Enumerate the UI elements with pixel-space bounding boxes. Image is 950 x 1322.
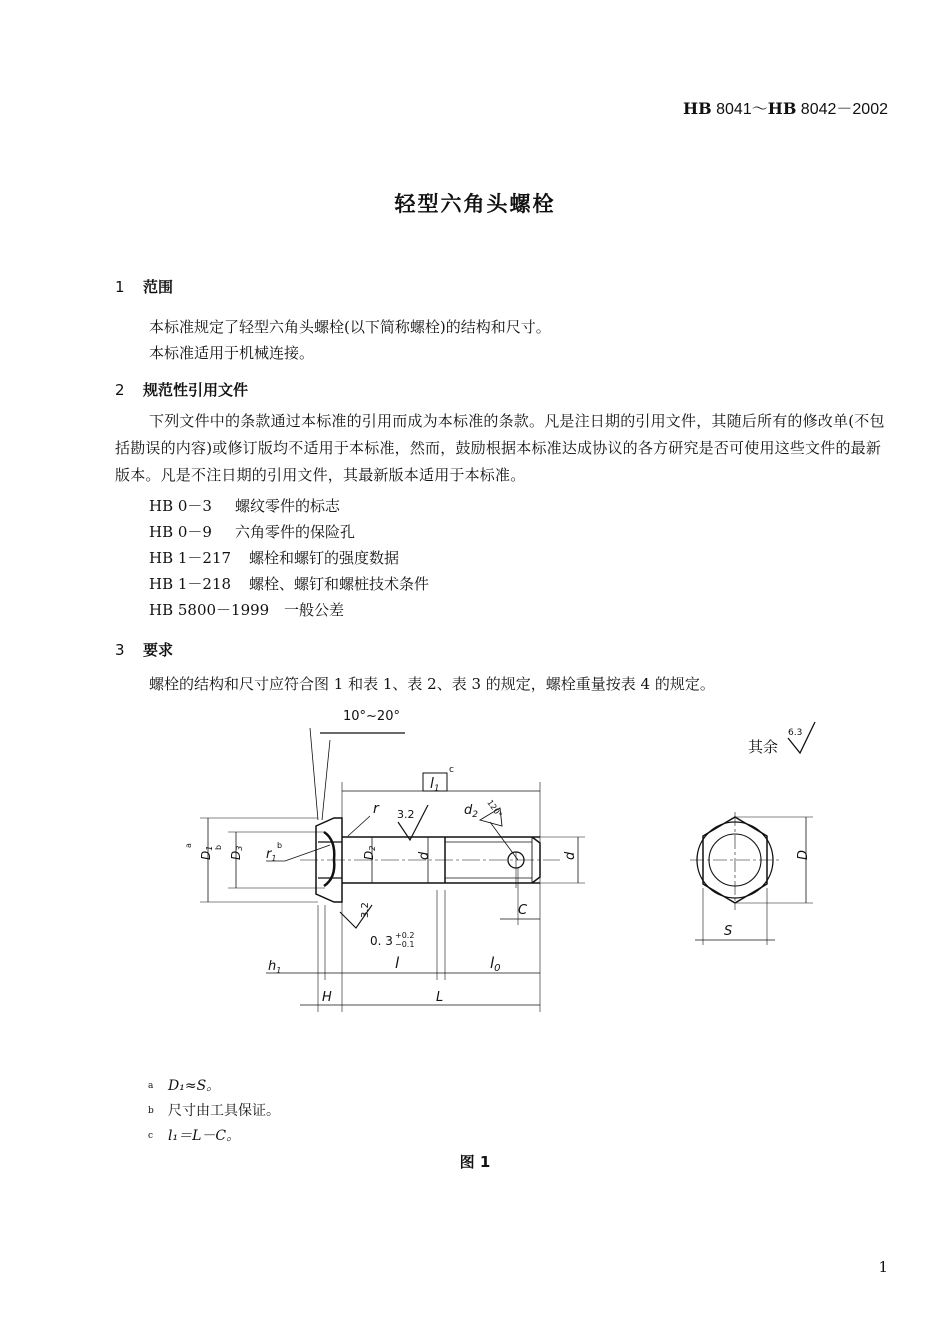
h1-label: $h_1$ [268, 959, 282, 975]
angle-line [310, 728, 318, 820]
reference-title: 螺纹零件的标志 [235, 497, 341, 515]
l-label: l [395, 954, 400, 972]
rest-roughness-value: 6.3 [788, 728, 803, 738]
section-1-title: 范围 [143, 278, 174, 296]
reference-item [149, 519, 355, 545]
reference-code: HB 1－217 [149, 549, 232, 567]
D1-note-mark: a [184, 843, 193, 848]
roughness-upper: 3.2 [397, 808, 415, 821]
rest-label: 其余 [748, 738, 779, 756]
reference-item [149, 545, 399, 571]
section-3-title: 要求 [143, 641, 174, 659]
norm-ref-paragraph: 下列文件中的条款通过本标准的引用而成为本标准的条款。凡是注日期的引用文件，其随后所有的修改单(不包括勘误的内容)或修订版均不适用于本标准，然而，鼓励根据本标准达成协议的各方研究是否可使用这些文件的最新版本。凡是不注日期的引用文件，其最新版本适用于本标准。 [115, 412, 885, 484]
r-leader [348, 816, 370, 836]
header-code-a: HB [683, 99, 712, 118]
reference-item [149, 571, 429, 597]
angle-label: 10°~20° [343, 709, 400, 724]
reference-item [149, 493, 340, 519]
document-title: 轻型六角头螺栓 [394, 192, 556, 216]
l0-label: $l_0$ [490, 954, 501, 974]
D3-note-mark: b [214, 844, 223, 850]
reference-title: 六角零件的保险孔 [235, 523, 356, 541]
d2-label: $d_2$ [464, 803, 478, 820]
scope-line-2: 本标准适用于机械连接。 [149, 344, 315, 362]
r1-leader [285, 845, 330, 861]
reference-code: HB 0－3 [149, 497, 212, 515]
d-label: d [417, 851, 432, 860]
reference-code: HB 5800－1999 [149, 601, 270, 619]
section-3-heading [115, 639, 173, 660]
D1-label: D1 [199, 845, 214, 860]
D3-label: D3 [229, 845, 244, 860]
r1-note-mark: b [277, 841, 283, 850]
l1-note-mark: c [449, 765, 454, 775]
C-label: C [518, 903, 528, 918]
section-1-heading [115, 276, 173, 297]
section-1-num: 1 [115, 278, 125, 296]
S-label: S [724, 924, 733, 939]
D2-label: D2 [362, 845, 377, 860]
d-right-label: d [563, 851, 578, 860]
header-num-a: 8041 [711, 101, 752, 118]
r-label: r [373, 801, 379, 817]
H-label: H [322, 990, 332, 1005]
footnote-mark: a [148, 1081, 154, 1091]
standard-code [683, 96, 888, 119]
angle-line [322, 740, 330, 820]
d2-angle-label: 120° [485, 798, 504, 820]
header-num-b: 8042－2002 [796, 101, 888, 118]
bolt-drawing [0, 695, 950, 1025]
scope-line-1: 本标准规定了轻型六角头螺栓(以下简称螺栓)的结构和尺寸。 [149, 318, 551, 336]
requirement-text: 螺栓的结构和尺寸应符合图 1 和表 1、表 2、表 3 的规定，螺栓重量按表 4 的规定。 [149, 675, 715, 693]
reference-code: HB 0－9 [149, 523, 212, 541]
d2-leader [490, 822, 518, 860]
footnote-mark: b [148, 1106, 154, 1116]
section-2-title: 规范性引用文件 [143, 381, 249, 399]
footnote-b [148, 1098, 280, 1124]
reference-title: 一般公差 [284, 601, 345, 619]
figure-caption: 图 1 [459, 1153, 491, 1171]
footnote-text: l₁＝L－C。 [168, 1128, 241, 1144]
L-label: L [436, 990, 444, 1005]
footnote-mark: c [148, 1131, 154, 1141]
tolerance-lower: −0.1 [395, 940, 415, 949]
footnote-text: D₁≈S。 [168, 1078, 221, 1094]
header-sep: ～ [751, 101, 768, 118]
page-number: 1 [878, 1258, 888, 1276]
reference-title: 螺栓和螺钉的强度数据 [249, 549, 400, 567]
header-code-b: HB [767, 99, 797, 118]
l1-label: $l_1$ [430, 776, 440, 794]
footnote-a [148, 1073, 220, 1099]
reference-item [149, 597, 344, 623]
section-3-num: 3 [115, 641, 125, 659]
footnote-text: 尺寸由工具保证。 [168, 1103, 280, 1119]
groove-value: 0. 3 [370, 934, 393, 948]
section-2-num: 2 [115, 381, 125, 399]
reference-code: HB 1－218 [149, 575, 232, 593]
reference-title: 螺栓、螺钉和螺桩技术条件 [249, 575, 430, 593]
D-label: D [796, 849, 811, 860]
roughness-lower: 3.2 [360, 902, 371, 918]
section-2-heading [115, 379, 248, 400]
footnote-c [148, 1123, 240, 1149]
tolerance-upper: +0.2 [395, 931, 415, 940]
r1-label: $r_1$ [266, 847, 277, 863]
